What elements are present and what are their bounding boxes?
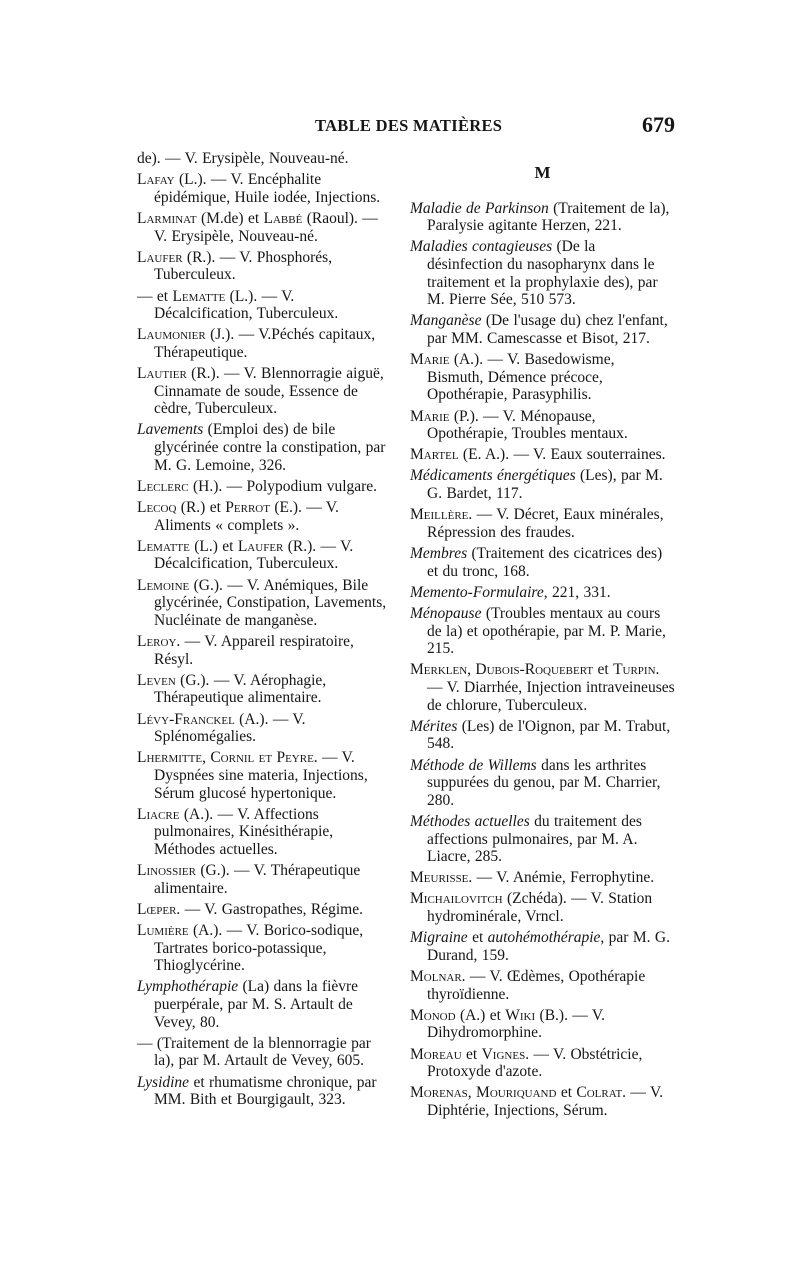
index-entry bbox=[137, 862, 392, 897]
index-entry bbox=[137, 365, 392, 418]
entry-subject: Méthode de Willems bbox=[410, 756, 537, 774]
index-entry bbox=[410, 869, 675, 887]
entry-text: — V. Thérapeutique alimentaire. bbox=[154, 862, 361, 897]
entry-text: — V. Basedowisme, Bismuth, Démence précoce, Opothérapie, Parasyphilis. bbox=[427, 351, 615, 404]
right-entries bbox=[410, 200, 675, 1120]
entry-text: du traitement des affections pulmonaires, par M. A. Liacre, 285. bbox=[427, 812, 642, 866]
index-entry bbox=[137, 749, 392, 802]
entry-text: — V. Décret, Eaux minérales, Répression des fraudes. bbox=[427, 506, 664, 541]
left-column bbox=[137, 150, 392, 1112]
entry-author: Labbé bbox=[263, 209, 303, 227]
entry-author: Liacre (A.). bbox=[137, 805, 214, 823]
entry-text: (De la désinfection du nasopharynx dans le traitement et la prophylaxie des), par M. Pierre Sée, 510 573. bbox=[427, 238, 658, 309]
index-entry bbox=[137, 1074, 392, 1109]
entry-text: et rhumatisme chronique, par MM. Bith et Bourgigault, 323. bbox=[154, 1073, 377, 1109]
entry-author: Lematte (L.). bbox=[172, 287, 258, 305]
index-entry bbox=[137, 249, 392, 284]
entry-author: Lecoq bbox=[137, 499, 177, 517]
entry-author: Morenas, Mouriquand bbox=[410, 1084, 557, 1102]
index-entry bbox=[410, 661, 675, 714]
entry-author: Linossier (G.). bbox=[137, 862, 230, 880]
entry-subject: autohémothérapie bbox=[487, 929, 601, 947]
entry-author: Meurisse. bbox=[410, 869, 473, 887]
entry-text: — Polypodium vulgare. bbox=[222, 477, 378, 495]
page-number: 679 bbox=[642, 112, 675, 137]
entry-text: — V. Anémiques, Bile glycérinée, Constipation, Lavements, Nucléinate de manganèse. bbox=[154, 576, 387, 629]
index-entry bbox=[137, 1035, 392, 1070]
index-entry bbox=[137, 421, 392, 474]
entry-author: Merklen, Dubois-Roquebert bbox=[410, 661, 594, 679]
index-entry bbox=[137, 672, 392, 707]
index-entry bbox=[410, 351, 675, 404]
entry-text: (L.) et bbox=[189, 537, 238, 555]
entry-author: Moreau bbox=[410, 1045, 462, 1063]
entry-subject: Lymphothérapie bbox=[137, 978, 239, 996]
index-entry bbox=[410, 200, 675, 235]
entry-author: Marie (P.). bbox=[410, 407, 479, 425]
index-entry bbox=[410, 312, 675, 347]
index-entry bbox=[137, 171, 392, 206]
entry-author: Lumière (A.). bbox=[137, 922, 223, 940]
entry-text: (A.) et bbox=[455, 1006, 506, 1024]
entry-author: Lhermitte, Cornil et Peyre. bbox=[137, 749, 318, 767]
entry-text: — V. Blennorragie aiguë, Cinnamate de soude, Essence de cèdre, Tuberculeux. bbox=[154, 365, 384, 418]
entry-author: Laufer (R.). bbox=[137, 248, 216, 266]
entry-subject: Migraine bbox=[410, 929, 468, 947]
index-entry bbox=[410, 545, 675, 580]
entry-text: (Emploi des) de bile glycérinée contre la constipation, par M. G. Lemoine, 326. bbox=[154, 421, 386, 474]
entry-text: — V. Décalcification, Tuberculeux. bbox=[154, 287, 339, 323]
entry-text: — V. Appareil respiratoire, Résyl. bbox=[154, 632, 354, 668]
entry-text: — V. Splénomégalies. bbox=[154, 710, 306, 746]
index-entry bbox=[410, 1007, 675, 1042]
index-entry bbox=[410, 506, 675, 541]
entry-author: Meillère. bbox=[410, 506, 473, 524]
index-entry bbox=[410, 813, 675, 866]
entry-author: Perrot (E.). bbox=[225, 499, 302, 517]
index-entry bbox=[410, 238, 675, 308]
entry-text: — (Traitement de la blennorragie par la), par M. Artault de Vevey, 605. bbox=[137, 1034, 371, 1070]
entry-author: Larminat bbox=[137, 209, 197, 227]
entry-subject: Lavements bbox=[137, 421, 204, 439]
index-entry bbox=[410, 929, 675, 964]
entry-text: (Troubles mentaux au cours de la) et opothérapie, par M. P. Marie, 215. bbox=[427, 605, 666, 658]
entry-text: (Raoul). — V. Erysipèle, Nouveau-né. bbox=[154, 209, 378, 245]
entry-subject: Ménopause bbox=[410, 605, 482, 622]
entry-text: de). — V. Erysipèle, Nouveau-né. bbox=[137, 150, 349, 167]
entry-text: — V. Borico-sodique, Tartrates borico-potassique, Thioglycérine. bbox=[154, 922, 364, 975]
entry-subject: Maladies contagieuses bbox=[410, 238, 553, 256]
entry-text: et bbox=[556, 1084, 577, 1102]
entry-text: — V. Ménopause, Opothérapie, Troubles mentaux. bbox=[427, 407, 628, 443]
entry-text: — V. Obstétricie, Protoxyde d'azote. bbox=[427, 1045, 643, 1081]
index-entry bbox=[410, 467, 675, 502]
entry-text: — V. Eaux souterraines. bbox=[509, 446, 666, 464]
entry-text: et bbox=[461, 1045, 482, 1063]
entry-author: Vignes. bbox=[481, 1045, 530, 1063]
entry-text: et bbox=[593, 661, 614, 679]
index-entry bbox=[137, 922, 392, 975]
entry-text: — V. Aliments « complets ». bbox=[154, 499, 339, 534]
index-entry bbox=[410, 1046, 675, 1081]
entry-author: Leclerc (H.). bbox=[137, 477, 223, 495]
index-entry bbox=[137, 978, 392, 1031]
entry-author: Lemoine (G.). bbox=[137, 576, 223, 594]
index-entry bbox=[137, 901, 392, 919]
entry-text: (B.). — V. Dihydromorphine. bbox=[427, 1006, 605, 1042]
index-entry bbox=[410, 584, 675, 602]
index-entry bbox=[137, 478, 392, 496]
entry-author: Marie (A.). bbox=[410, 351, 484, 369]
index-entry bbox=[137, 633, 392, 668]
index-entry bbox=[137, 150, 392, 168]
index-entry bbox=[137, 499, 392, 534]
entry-author: Lévy-Franckel (A.). bbox=[137, 710, 269, 728]
entry-text: (Traitement de la), Paralysie agitante Herzen, 221. bbox=[427, 199, 670, 235]
entry-text: (Les) de l'Oignon, par M. Trabut, 548. bbox=[427, 717, 671, 753]
entry-subject: Maladie de Parkinson bbox=[410, 199, 549, 217]
entry-text: — V. Gastropathes, Régime. bbox=[180, 900, 363, 918]
entry-text: dans les arthrites suppurées du genou, par M. Charrier, 280. bbox=[427, 756, 661, 809]
entry-author: Monod bbox=[410, 1006, 456, 1024]
index-entry bbox=[410, 890, 675, 925]
entry-text: — V. Phosphorés, Tuberculeux. bbox=[154, 248, 333, 284]
entry-text: — V.Péchés capitaux, Thérapeutique. bbox=[154, 326, 376, 361]
entry-text: (De l'usage du) chez l'enfant, par MM. Camescasse et Bisot, 217. bbox=[427, 312, 668, 347]
index-entry bbox=[410, 408, 675, 443]
entry-author: Wiki bbox=[505, 1006, 536, 1024]
entry-text: (Les), par M. G. Bardet, 117. bbox=[427, 467, 663, 503]
index-entry bbox=[410, 446, 675, 464]
entry-author: Lœper. bbox=[137, 900, 181, 918]
entry-text: (R.) et bbox=[176, 499, 226, 517]
entry-author: Lautier (R.). bbox=[137, 365, 220, 383]
index-entry bbox=[410, 718, 675, 753]
entry-author: Michailovitch bbox=[410, 890, 503, 908]
index-entry bbox=[137, 806, 392, 859]
index-entry bbox=[137, 577, 392, 630]
index-entry bbox=[137, 210, 392, 245]
entry-text: — V. Diphtérie, Injections, Sérum. bbox=[427, 1084, 664, 1119]
entry-author: Laumonier (J.). bbox=[137, 326, 235, 344]
entry-text: — et bbox=[137, 287, 173, 305]
index-entry bbox=[410, 757, 675, 810]
entry-author: Lematte bbox=[137, 537, 190, 555]
index-entry bbox=[137, 711, 392, 746]
entry-text: , 221, 331. bbox=[543, 583, 611, 601]
entry-subject: Médicaments énergétiques bbox=[410, 467, 576, 485]
entry-subject: Manganèse bbox=[410, 312, 482, 330]
entry-text: — V. Œdèmes, Opothérapie thyroïdienne. bbox=[427, 968, 646, 1003]
entry-author: Laufer bbox=[237, 537, 284, 555]
entry-author: Molnar. bbox=[410, 968, 466, 986]
entry-author: Martel (E. A.). bbox=[410, 446, 510, 464]
entry-text: — V. Dyspnées sine materia, Injections, Sérum glucosé hypertonique. bbox=[154, 749, 368, 802]
entry-author: Turpin. bbox=[613, 661, 660, 679]
entry-author: Leven (G.). bbox=[137, 671, 210, 689]
index-entry bbox=[410, 605, 675, 658]
entry-author: Leroy. bbox=[137, 632, 181, 650]
entry-text: — V. Anémie, Ferrophytine. bbox=[472, 869, 655, 887]
entry-text: , par M. G. Durand, 159. bbox=[427, 929, 670, 964]
entry-subject: Lysidine bbox=[137, 1073, 190, 1091]
index-entry bbox=[137, 326, 392, 361]
index-entry bbox=[137, 288, 392, 323]
index-entry bbox=[410, 968, 675, 1003]
entry-text: — V. Encéphalite épidémique, Huile iodée, Injections. bbox=[154, 171, 381, 206]
entry-text: — V. Diarrhée, Injection intraveineuses de chlorure, Tuberculeux. bbox=[427, 678, 675, 714]
right-column bbox=[410, 150, 675, 1123]
entry-text: (La) dans la fièvre puerpérale, par M. S. Artault de Vevey, 80. bbox=[154, 978, 359, 1031]
entry-text: (Traitement des cicatrices des) et du tronc, 168. bbox=[427, 545, 663, 580]
index-entry bbox=[137, 538, 392, 573]
entry-text: — V. Affections pulmonaires, Kinésithérapie, Méthodes actuelles. bbox=[154, 805, 334, 858]
index-entry bbox=[410, 1084, 675, 1119]
entry-text: et bbox=[467, 929, 488, 947]
entry-subject: Mérites bbox=[410, 717, 458, 735]
entry-subject: Memento-Formulaire bbox=[410, 583, 544, 601]
entry-author: Lafay (L.). bbox=[137, 171, 207, 189]
section-letter: M bbox=[534, 163, 551, 182]
entry-text: (M.de) et bbox=[196, 209, 264, 227]
page-header bbox=[0, 112, 800, 142]
entry-text: (R.). — V. Décalcification, Tuberculeux. bbox=[154, 537, 354, 573]
entry-text: — V. Aérophagie, Thérapeutique alimentaire. bbox=[154, 671, 327, 707]
entry-author: Colrat. bbox=[576, 1084, 627, 1102]
entry-subject: Membres bbox=[410, 545, 468, 563]
entry-text: (Zchéda). — V. Station hydrominérale, Vrncl. bbox=[427, 890, 653, 926]
entry-subject: Méthodes actuelles bbox=[410, 812, 530, 830]
running-title: TABLE DES MATIÈRES bbox=[315, 116, 503, 135]
